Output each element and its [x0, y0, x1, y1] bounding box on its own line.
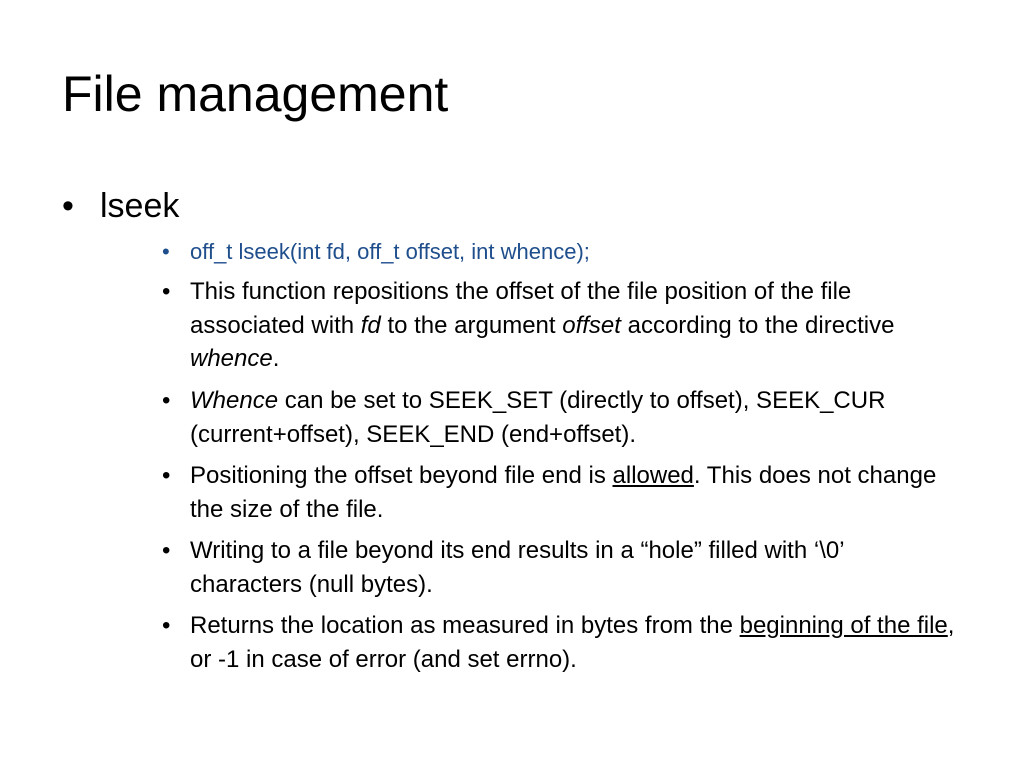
- text-run: Returns the location as measured in bytes from the: [190, 612, 740, 639]
- sub-bullet-code-signature: [162, 237, 962, 267]
- bullet-glyph: •: [162, 278, 171, 305]
- italic-term-whence: whence: [190, 345, 273, 372]
- text-run: to the argument: [380, 311, 563, 339]
- text-run: Positioning the offset beyond file end is: [190, 462, 613, 489]
- slide-title: File management: [62, 66, 449, 122]
- bullet-glyph: •: [162, 387, 171, 414]
- bullet-glyph: •: [162, 537, 171, 564]
- bullet-glyph: •: [162, 612, 171, 639]
- underlined-term-allowed: allowed: [612, 462, 694, 489]
- italic-term-fd: fd: [360, 311, 381, 339]
- whence-values-text: [190, 384, 962, 451]
- sub-bullet-hole: [162, 534, 962, 601]
- sub-bullet-beyond-end: [162, 459, 962, 526]
- bullet-glyph: •: [62, 187, 74, 225]
- beyond-end-text: [190, 459, 962, 526]
- bullet-glyph: •: [162, 239, 170, 264]
- main-bullet-label: lseek: [100, 187, 180, 225]
- bullet-glyph: •: [162, 462, 171, 489]
- sub-bullet-description: [162, 275, 962, 376]
- text-run: can be set to SEEK_SET (directly to offset), SEEK_CUR (current+offset), SEEK_END (end+offset).: [190, 387, 886, 448]
- text-run: This function repositions the offset of the file position of the file associated with: [190, 278, 852, 339]
- sub-bullet-returns: [162, 609, 962, 676]
- italic-term-whence: Whence: [190, 387, 279, 414]
- code-signature-text: off_t lseek(int fd, off_t offset, int whence);: [190, 239, 590, 264]
- underlined-term-beginning: beginning of the file: [739, 612, 948, 639]
- returns-text: [190, 609, 962, 676]
- text-run: , or -1 in case of error (and set errno).: [190, 612, 955, 673]
- italic-term-offset: offset: [562, 311, 621, 339]
- sub-bullet-whence-values: [162, 384, 962, 451]
- text-run: according to the directive: [620, 311, 895, 339]
- description-text: [190, 275, 962, 376]
- text-run: . This does not change the size of the file.: [190, 462, 937, 523]
- hole-text: Writing to a file beyond its end results in a “hole” filled with ‘\0’ characters (null bytes).: [190, 537, 844, 598]
- text-run: .: [272, 345, 280, 372]
